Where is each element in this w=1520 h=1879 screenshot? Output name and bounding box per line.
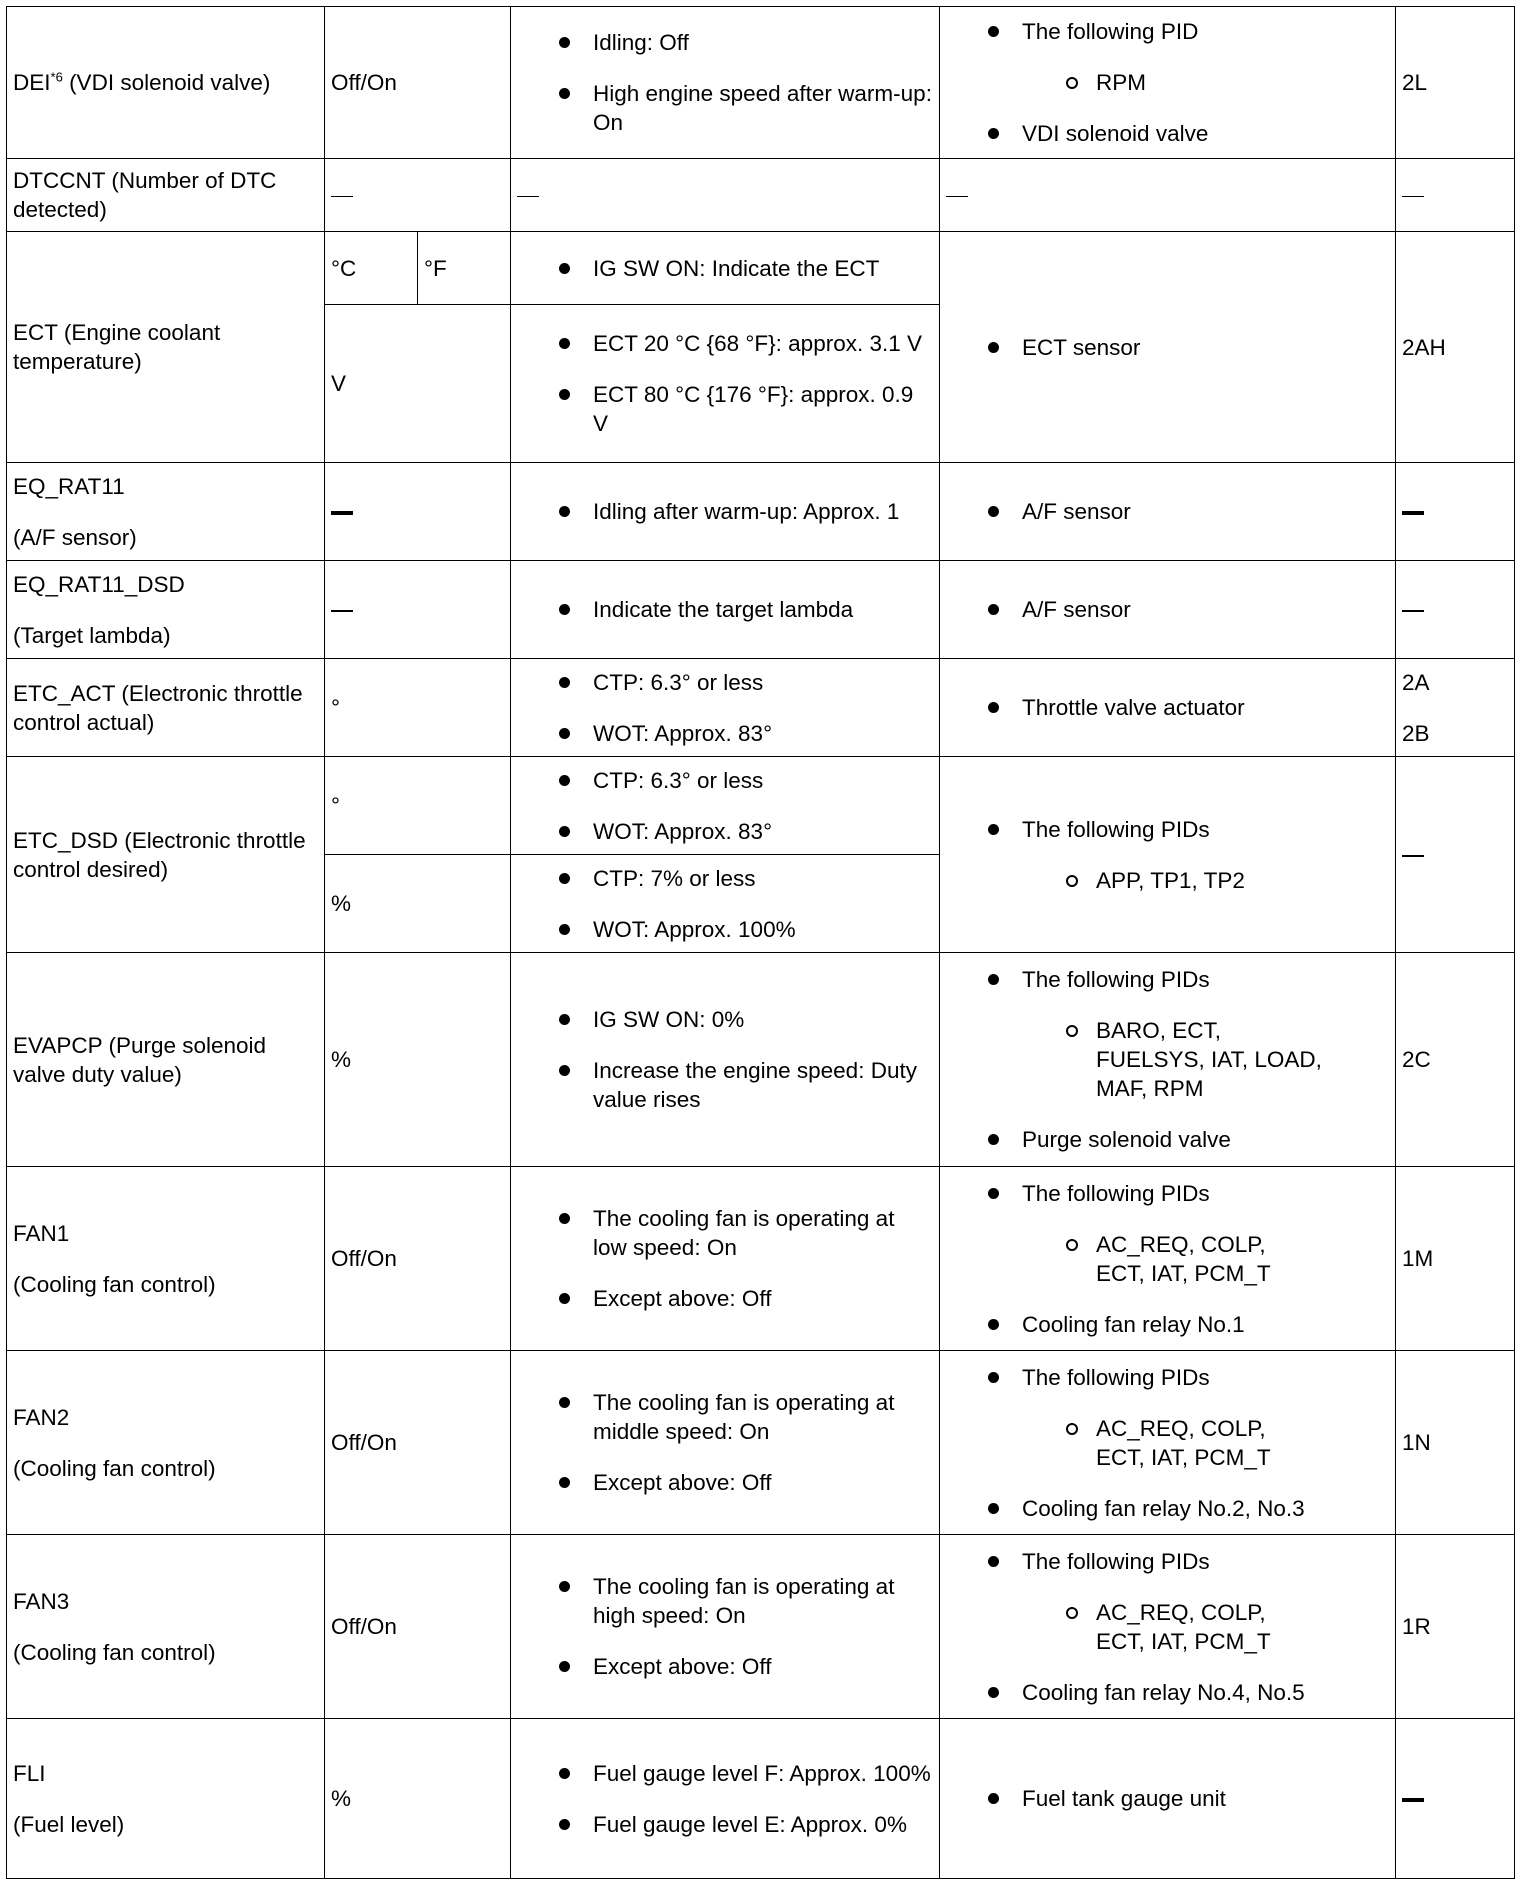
table-row — [7, 463, 1515, 561]
condition-item: IG SW ON: 0% — [593, 1005, 933, 1034]
inspection-cell — [940, 659, 1396, 757]
terminal-cell: 1N — [1396, 1351, 1515, 1535]
condition-item: Except above: Off — [593, 1284, 933, 1313]
table-row — [7, 1535, 1515, 1719]
table-row — [7, 232, 1515, 305]
terminal-cell — [1396, 1719, 1515, 1879]
inspection-item: The following PIDs BARO, ECT, FUELSYS, IAT, LOAD, MAF, RPM — [1022, 965, 1389, 1103]
inspection-item: Cooling fan relay No.4, No.5 — [1022, 1678, 1389, 1707]
inspection-cell — [940, 1167, 1396, 1351]
condition-cell — [511, 305, 940, 463]
pid-name-cell: ETC_ACT (Electronic throttle control actual) — [7, 659, 325, 757]
dash-mark — [1402, 196, 1424, 198]
table-row — [7, 1167, 1515, 1351]
table-row — [7, 7, 1515, 159]
pid-name-cell: FAN2 (Cooling fan control) — [7, 1351, 325, 1535]
table-row — [7, 953, 1515, 1167]
terminal-cell: 2AH — [1396, 232, 1515, 463]
inspection-item: Cooling fan relay No.1 — [1022, 1310, 1389, 1339]
inspection-item: The following PIDs AC_REQ, COLP, ECT, IAT, PCM_T — [1022, 1179, 1389, 1288]
terminal-cell: 1R — [1396, 1535, 1515, 1719]
condition-cell — [511, 1167, 940, 1351]
dash-mark — [1402, 855, 1424, 857]
condition-cell — [511, 1719, 940, 1879]
condition-cell — [511, 159, 940, 232]
condition-item: The cooling fan is operating at high speed: On — [593, 1572, 933, 1630]
unit-cell: Off/On — [325, 1351, 511, 1535]
inspection-cell — [940, 561, 1396, 659]
inspection-subitem: AC_REQ, COLP, ECT, IAT, PCM_T — [1096, 1230, 1319, 1288]
condition-item: WOT: Approx. 100% — [593, 915, 933, 944]
pid-monitor-table — [6, 6, 1515, 1879]
unit-cell — [325, 159, 511, 232]
condition-item: Idling after warm-up: Approx. 1 — [593, 497, 933, 526]
pid-name-cell: ECT (Engine coolant temperature) — [7, 232, 325, 463]
condition-item: Increase the engine speed: Duty value rises — [593, 1056, 933, 1114]
dash-mark — [946, 196, 968, 198]
unit-cell: % — [325, 1719, 511, 1879]
dash-mark — [331, 196, 353, 198]
inspection-item: Purge solenoid valve — [1022, 1125, 1389, 1154]
unit-cell: ° — [325, 757, 511, 855]
inspection-cell — [940, 159, 1396, 232]
inspection-cell — [940, 1351, 1396, 1535]
condition-cell — [511, 7, 940, 159]
inspection-item: A/F sensor — [1022, 497, 1389, 526]
unit-cell: ° — [325, 659, 511, 757]
condition-item: Indicate the target lambda — [593, 595, 933, 624]
inspection-item: Throttle valve actuator — [1022, 693, 1389, 722]
inspection-subitem: BARO, ECT, FUELSYS, IAT, LOAD, MAF, RPM — [1096, 1016, 1329, 1103]
table-row — [7, 561, 1515, 659]
inspection-cell — [940, 1535, 1396, 1719]
terminal-cell — [1396, 463, 1515, 561]
terminal-cell: 2L — [1396, 7, 1515, 159]
table-row — [7, 757, 1515, 855]
condition-cell — [511, 561, 940, 659]
inspection-item: The following PIDs AC_REQ, COLP, ECT, IAT, PCM_T — [1022, 1547, 1389, 1656]
condition-cell — [511, 659, 940, 757]
unit-cell — [325, 561, 511, 659]
unit-cell: Off/On — [325, 1167, 511, 1351]
table-row — [7, 659, 1515, 757]
condition-item: CTP: 7% or less — [593, 864, 933, 893]
condition-item: High engine speed after warm-up: On — [593, 81, 932, 135]
dash-mark — [1402, 511, 1424, 515]
condition-cell — [511, 855, 940, 953]
pid-name-cell: EVAPCP (Purge solenoid valve duty value) — [7, 953, 325, 1167]
condition-item: CTP: 6.3° or less — [593, 668, 933, 697]
terminal-cell: 1M — [1396, 1167, 1515, 1351]
inspection-item: Cooling fan relay No.2, No.3 — [1022, 1494, 1389, 1523]
table-row — [7, 1719, 1515, 1879]
condition-cell — [511, 232, 940, 305]
dash-mark — [1402, 1798, 1424, 1802]
inspection-subitem: AC_REQ, COLP, ECT, IAT, PCM_T — [1096, 1598, 1319, 1656]
condition-item: Fuel gauge level E: Approx. 0% — [593, 1810, 933, 1839]
condition-item: ECT 80 °C {176 °F}: approx. 0.9 V — [593, 380, 933, 438]
condition-item: IG SW ON: Indicate the ECT — [593, 254, 933, 283]
condition-item: The cooling fan is operating at low speed: On — [593, 1204, 933, 1262]
inspection-item: The following PIDs APP, TP1, TP2 — [1022, 815, 1389, 895]
condition-cell — [511, 953, 940, 1167]
unit-cell — [325, 463, 511, 561]
inspection-item: ECT sensor — [1022, 333, 1389, 362]
inspection-cell — [940, 232, 1396, 463]
inspection-subitem: APP, TP1, TP2 — [1096, 866, 1389, 895]
condition-cell — [511, 1351, 940, 1535]
inspection-item: The following PID RPM — [1022, 17, 1389, 97]
condition-item: The cooling fan is operating at middle speed: On — [593, 1388, 933, 1446]
dash-mark — [1402, 610, 1424, 612]
unit-cell: °F — [418, 232, 511, 305]
unit-cell: % — [325, 953, 511, 1167]
unit-cell: % — [325, 855, 511, 953]
inspection-item: A/F sensor — [1022, 595, 1389, 624]
condition-item: WOT: Approx. 83° — [593, 719, 933, 748]
unit-cell: °C — [325, 232, 418, 305]
inspection-cell — [940, 7, 1396, 159]
inspection-subitem: RPM — [1096, 68, 1389, 97]
pid-name-cell: DEI$^{*6}$ (VDI solenoid valve) — [7, 7, 325, 159]
unit-cell: V — [325, 305, 511, 463]
condition-item: Idling: Off — [593, 28, 933, 57]
condition-item: Except above: Off — [593, 1468, 933, 1497]
inspection-cell — [940, 1719, 1396, 1879]
pid-name-cell: ETC_DSD (Electronic throttle control desired) — [7, 757, 325, 953]
condition-item: Fuel gauge level F: Approx. 100% — [593, 1759, 933, 1788]
condition-cell — [511, 1535, 940, 1719]
pid-name-cell: EQ_RAT11 (A/F sensor) — [7, 463, 325, 561]
terminal-cell: 2A 2B — [1396, 659, 1515, 757]
pid-name-cell: FLI (Fuel level) — [7, 1719, 325, 1879]
table-row — [7, 1351, 1515, 1535]
dash-mark — [331, 511, 353, 515]
inspection-item: Fuel tank gauge unit — [1022, 1784, 1389, 1813]
pid-name-cell: FAN1 (Cooling fan control) — [7, 1167, 325, 1351]
condition-item: Except above: Off — [593, 1652, 933, 1681]
inspection-cell — [940, 757, 1396, 953]
dash-mark — [517, 196, 539, 198]
dash-mark — [331, 610, 353, 612]
inspection-cell — [940, 953, 1396, 1167]
condition-cell — [511, 757, 940, 855]
condition-item: ECT 20 °C {68 °F}: approx. 3.1 V — [593, 329, 933, 358]
condition-item: WOT: Approx. 83° — [593, 817, 933, 846]
pid-name-cell: FAN3 (Cooling fan control) — [7, 1535, 325, 1719]
terminal-cell: 2C — [1396, 953, 1515, 1167]
terminal-cell — [1396, 561, 1515, 659]
terminal-cell — [1396, 159, 1515, 232]
unit-cell: Off/On — [325, 7, 511, 159]
table-row — [7, 159, 1515, 232]
inspection-subitem: AC_REQ, COLP, ECT, IAT, PCM_T — [1096, 1414, 1319, 1472]
condition-item: CTP: 6.3° or less — [593, 766, 933, 795]
condition-cell — [511, 463, 940, 561]
inspection-item: The following PIDs AC_REQ, COLP, ECT, IAT, PCM_T — [1022, 1363, 1389, 1472]
pid-name-cell: EQ_RAT11_DSD (Target lambda) — [7, 561, 325, 659]
pid-name-cell: DTCCNT (Number of DTC detected) — [7, 159, 325, 232]
unit-cell: Off/On — [325, 1535, 511, 1719]
inspection-item: VDI solenoid valve — [1022, 119, 1389, 148]
inspection-cell — [940, 463, 1396, 561]
terminal-cell — [1396, 757, 1515, 953]
